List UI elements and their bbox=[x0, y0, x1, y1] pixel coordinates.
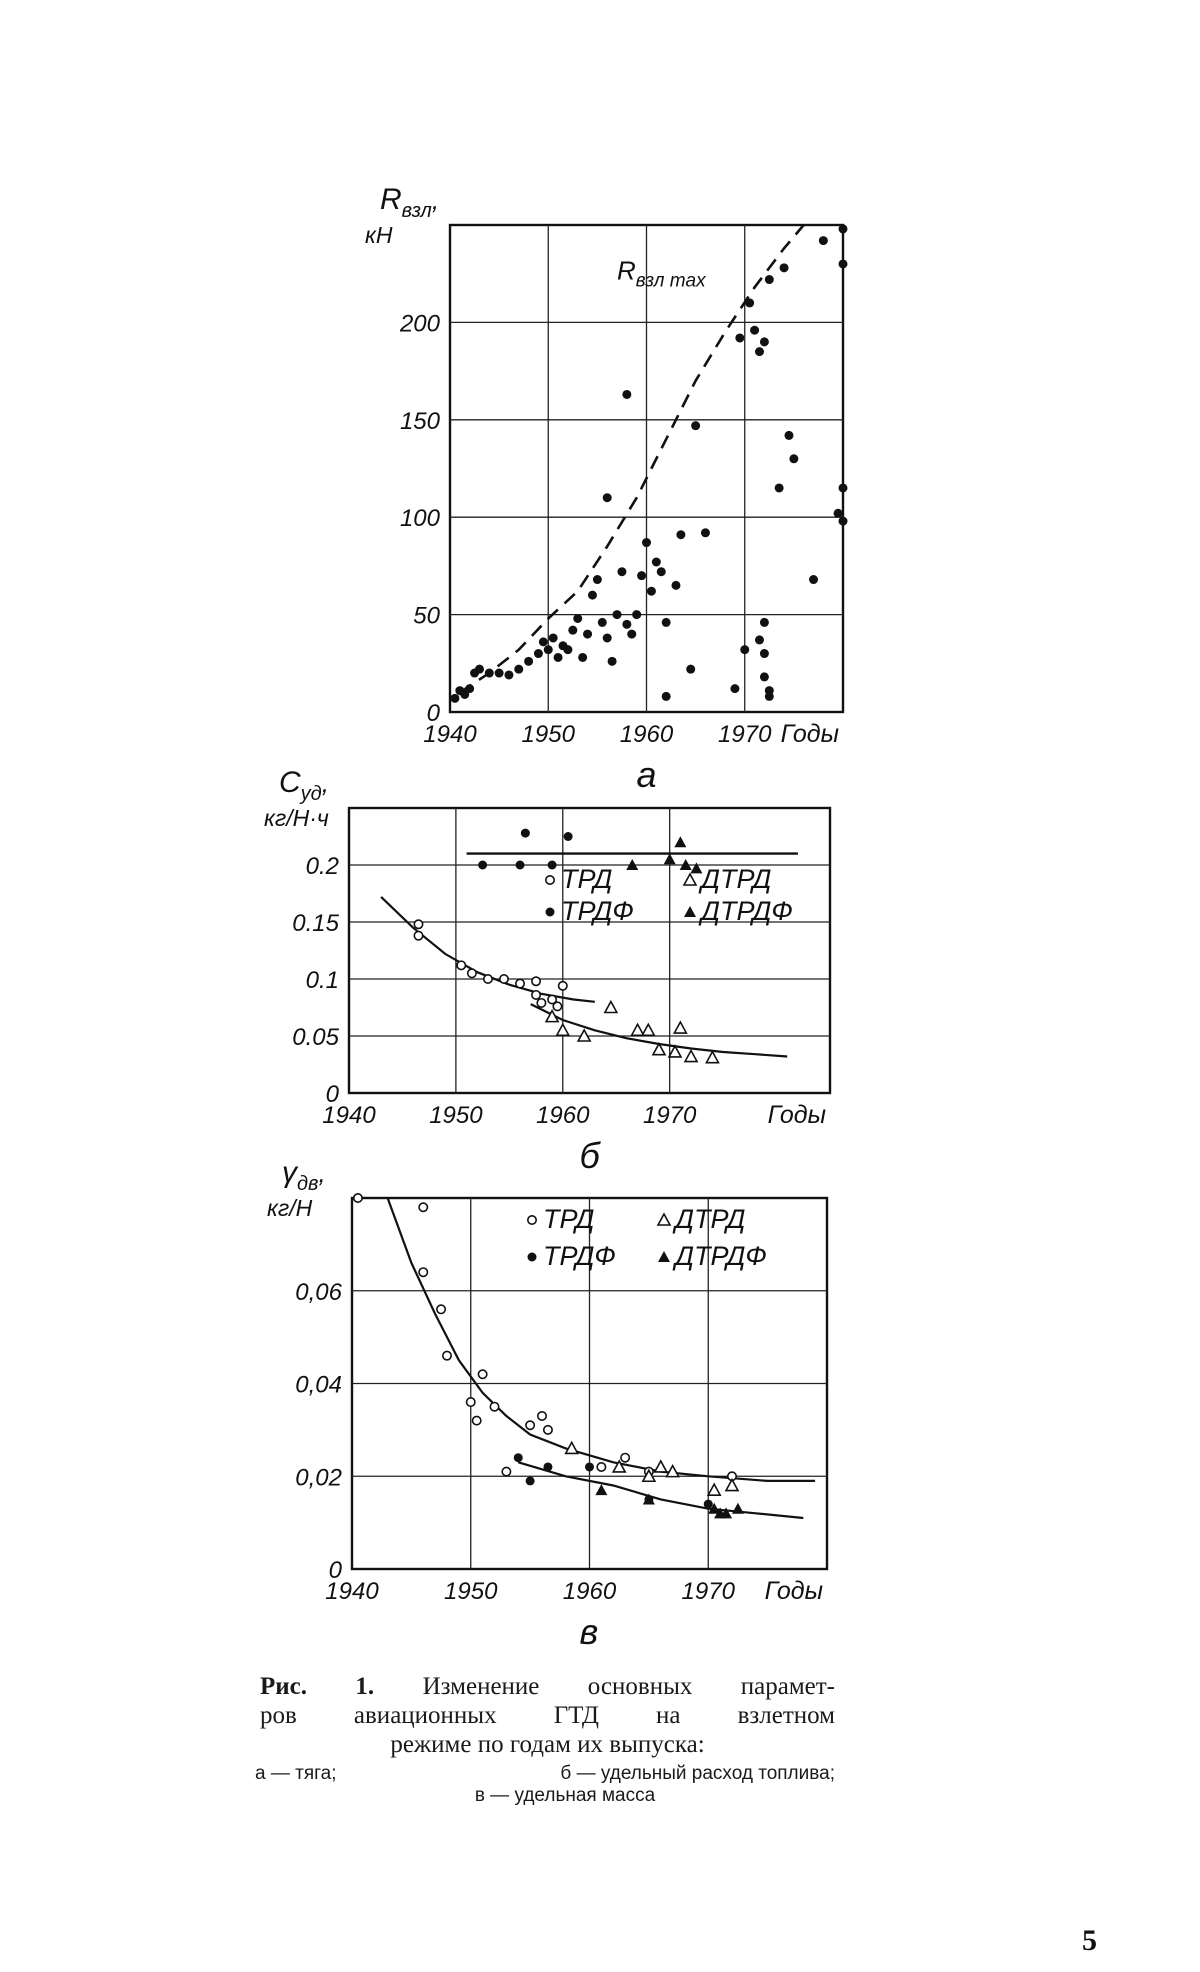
data-point-series-0 bbox=[621, 1454, 629, 1462]
y-tick-label: 0.15 bbox=[292, 910, 339, 937]
data-point bbox=[563, 645, 572, 654]
y-tick-label: 0,02 bbox=[295, 1464, 342, 1492]
data-point bbox=[834, 509, 843, 518]
data-point-series-0 bbox=[502, 1467, 510, 1475]
data-point bbox=[534, 649, 543, 658]
data-point-series-0 bbox=[516, 979, 524, 987]
data-point-series-0 bbox=[537, 999, 545, 1007]
data-point bbox=[524, 657, 533, 666]
data-point bbox=[765, 275, 774, 284]
y-tick-label: 0 bbox=[328, 1557, 342, 1584]
data-point bbox=[750, 326, 759, 335]
data-point-series-1 bbox=[674, 1022, 686, 1033]
y-axis-units: кг/Н·ч bbox=[264, 805, 329, 831]
caption-label: Рис. 1. bbox=[260, 1673, 375, 1700]
data-point bbox=[755, 347, 764, 356]
data-point bbox=[735, 333, 744, 342]
legend-marker-1 bbox=[658, 1214, 670, 1225]
legend-label-3: ДТРДФ bbox=[675, 1241, 767, 1271]
legend-marker-2 bbox=[546, 908, 555, 917]
x-tick-label: 1970 bbox=[681, 1578, 735, 1605]
data-point-series-1 bbox=[632, 1024, 644, 1035]
data-point-series-0 bbox=[544, 1426, 552, 1434]
legend-label-1: ДТРД bbox=[701, 864, 772, 894]
data-point bbox=[637, 571, 646, 580]
data-point-series-2 bbox=[478, 861, 487, 870]
data-point-series-0 bbox=[419, 1203, 427, 1211]
plot-frame bbox=[349, 808, 830, 1093]
legend-marker-1 bbox=[684, 874, 696, 885]
data-point bbox=[568, 626, 577, 635]
caption-text-1: Изменение основных парамет- bbox=[422, 1673, 836, 1700]
caption-line-1 bbox=[260, 1672, 835, 1701]
panel-letter: в bbox=[579, 1611, 599, 1652]
y-axis-subscript: дв bbox=[297, 1173, 319, 1195]
x-tick-label: 1960 bbox=[536, 1102, 590, 1129]
x-tick-label: 1940 bbox=[322, 1102, 376, 1129]
data-point-series-0 bbox=[559, 982, 567, 990]
x-tick-label: 1940 bbox=[423, 721, 477, 748]
data-point bbox=[809, 575, 818, 584]
data-point bbox=[839, 224, 848, 233]
y-axis-label bbox=[282, 1156, 326, 1195]
caption-line-3: режиме по годам их выпуска: bbox=[390, 1731, 705, 1758]
data-point bbox=[514, 665, 523, 674]
data-point-series-0 bbox=[532, 991, 540, 999]
y-axis-symbol: R bbox=[380, 183, 402, 216]
data-point-series-3 bbox=[732, 1503, 744, 1514]
data-point-series-1 bbox=[726, 1480, 738, 1491]
data-point bbox=[632, 610, 641, 619]
x-tick-label: 1950 bbox=[429, 1102, 483, 1129]
data-point bbox=[603, 633, 612, 642]
data-point bbox=[622, 620, 631, 629]
y-tick-label: 0.2 bbox=[305, 853, 339, 880]
data-point bbox=[549, 633, 558, 642]
data-point-series-0 bbox=[526, 1421, 534, 1429]
data-point bbox=[485, 669, 494, 678]
y-axis-symbol: γ bbox=[282, 1156, 297, 1189]
data-point bbox=[740, 645, 749, 654]
data-point-series-0 bbox=[443, 1351, 451, 1359]
data-point-series-1 bbox=[605, 1002, 617, 1013]
note-b: б — удельный расход топлива; bbox=[560, 1763, 835, 1784]
panel-letter: б bbox=[579, 1135, 600, 1176]
data-point bbox=[760, 672, 769, 681]
data-point-series-0 bbox=[414, 920, 422, 928]
data-point bbox=[755, 635, 764, 644]
data-point-series-1 bbox=[667, 1466, 679, 1477]
x-tick-label: 1950 bbox=[444, 1578, 498, 1605]
note-a: а — тяга; bbox=[255, 1763, 337, 1784]
data-point bbox=[465, 684, 474, 693]
data-point-series-1 bbox=[642, 1024, 654, 1035]
curve-label-symbol: R bbox=[617, 255, 636, 286]
data-point bbox=[588, 591, 597, 600]
data-point bbox=[647, 587, 656, 596]
data-point-series-3 bbox=[595, 1484, 607, 1495]
data-point-series-0 bbox=[478, 1370, 486, 1378]
x-axis-label: Годы bbox=[764, 1577, 823, 1605]
data-point-series-2 bbox=[564, 832, 573, 841]
y-tick-label: 0 bbox=[325, 1081, 339, 1108]
data-point-series-2 bbox=[704, 1500, 713, 1509]
data-point-series-1 bbox=[685, 1051, 697, 1062]
y-tick-label: 200 bbox=[399, 310, 440, 338]
data-point bbox=[775, 483, 784, 492]
data-point bbox=[608, 657, 617, 666]
data-point-series-0 bbox=[437, 1305, 445, 1313]
data-point bbox=[657, 567, 666, 576]
legend-marker-0 bbox=[546, 876, 554, 884]
legend-label-3: ДТРДФ bbox=[701, 896, 793, 926]
page-number: 5 bbox=[1082, 1924, 1097, 1957]
data-point bbox=[652, 558, 661, 567]
data-point bbox=[780, 263, 789, 272]
data-point bbox=[686, 665, 695, 674]
note-c: в — удельная масса bbox=[474, 1785, 656, 1806]
x-axis-label: Годы bbox=[780, 720, 839, 748]
curve-label bbox=[617, 256, 707, 292]
curve-max-thrust bbox=[460, 225, 804, 693]
y-axis-units: кг/Н bbox=[267, 1195, 313, 1221]
x-tick-label: 1970 bbox=[718, 721, 772, 748]
data-point-series-2 bbox=[543, 1462, 552, 1471]
data-point bbox=[554, 653, 563, 662]
y-tick-label: 100 bbox=[399, 505, 440, 533]
y-axis-comma: , bbox=[318, 1158, 326, 1188]
data-point-series-1 bbox=[708, 1484, 720, 1495]
data-point-series-2 bbox=[585, 1462, 594, 1471]
panel-letter: а bbox=[636, 754, 657, 795]
x-tick-label: 1940 bbox=[325, 1578, 379, 1605]
data-point-series-0 bbox=[532, 977, 540, 985]
data-point bbox=[544, 645, 553, 654]
y-axis-symbol: C bbox=[279, 766, 301, 799]
data-point-series-1 bbox=[706, 1052, 718, 1063]
data-point-series-0 bbox=[457, 961, 465, 969]
data-point bbox=[760, 618, 769, 627]
data-point-series-0 bbox=[414, 931, 422, 939]
data-point-series-1 bbox=[557, 1024, 569, 1035]
data-point bbox=[578, 653, 587, 662]
data-point-series-0 bbox=[490, 1402, 498, 1410]
data-point bbox=[504, 670, 513, 679]
caption-notes bbox=[255, 1763, 835, 1807]
legend-marker-0 bbox=[528, 1216, 536, 1224]
y-axis-comma: , bbox=[431, 185, 440, 215]
legend-marker-2 bbox=[528, 1253, 537, 1262]
data-point-series-2 bbox=[521, 829, 530, 838]
y-axis-label bbox=[380, 183, 439, 222]
data-point-series-0 bbox=[419, 1268, 427, 1276]
y-axis-units: кН bbox=[365, 222, 393, 248]
chart-panel-specific-fuel-consumption bbox=[264, 766, 830, 1176]
legend-label-1: ДТРД bbox=[675, 1204, 746, 1234]
legend-marker-3 bbox=[684, 906, 696, 917]
data-point bbox=[662, 692, 671, 701]
data-point bbox=[839, 483, 848, 492]
data-point bbox=[701, 528, 710, 537]
legend-label-0: ТРД bbox=[543, 1204, 595, 1234]
data-point bbox=[450, 694, 459, 703]
data-point-series-1 bbox=[655, 1461, 667, 1472]
data-point bbox=[642, 538, 651, 547]
data-point-series-3 bbox=[674, 836, 686, 847]
data-point bbox=[598, 618, 607, 627]
x-tick-label: 1960 bbox=[562, 1578, 617, 1605]
data-point-series-0 bbox=[538, 1412, 546, 1420]
data-point bbox=[671, 581, 680, 590]
data-point bbox=[593, 575, 602, 584]
figure-caption bbox=[260, 1672, 835, 1759]
data-point bbox=[730, 684, 739, 693]
y-axis-label bbox=[279, 766, 329, 805]
data-point-series-2 bbox=[548, 861, 557, 870]
data-point bbox=[691, 421, 700, 430]
data-point-series-0 bbox=[354, 1194, 362, 1202]
legend-label-2: ТРДФ bbox=[561, 896, 634, 926]
y-tick-label: 0.1 bbox=[305, 967, 339, 994]
x-tick-label: 1970 bbox=[642, 1102, 697, 1129]
data-point-series-0 bbox=[484, 975, 492, 983]
data-point-series-2 bbox=[516, 861, 525, 870]
data-point-series-0 bbox=[468, 969, 476, 977]
legend-marker-3 bbox=[658, 1251, 670, 1262]
x-tick-label: 1950 bbox=[521, 721, 575, 748]
data-point bbox=[839, 517, 848, 526]
data-point-series-0 bbox=[500, 975, 508, 983]
data-point bbox=[627, 630, 636, 639]
y-tick-label: 50 bbox=[413, 602, 440, 630]
data-point bbox=[583, 630, 592, 639]
curve-label-subscript: взл max bbox=[635, 270, 706, 292]
chart-panel-thrust bbox=[365, 183, 848, 795]
data-point bbox=[784, 431, 793, 440]
data-point-series-0 bbox=[472, 1416, 480, 1424]
y-tick-label: 0,06 bbox=[295, 1278, 342, 1306]
data-point bbox=[760, 337, 769, 346]
y-axis-subscript: взл bbox=[401, 200, 432, 222]
data-point bbox=[622, 390, 631, 399]
y-tick-label: 0.05 bbox=[292, 1024, 339, 1051]
data-point bbox=[765, 692, 774, 701]
legend-label-2: ТРДФ bbox=[543, 1241, 616, 1271]
data-point bbox=[745, 298, 754, 307]
y-axis-comma: , bbox=[321, 768, 329, 798]
data-point bbox=[539, 637, 548, 646]
data-point bbox=[662, 618, 671, 627]
data-point bbox=[495, 669, 504, 678]
data-point-series-3 bbox=[664, 853, 676, 864]
legend-label-0: ТРД bbox=[561, 864, 613, 894]
data-point bbox=[475, 665, 484, 674]
data-point-series-2 bbox=[526, 1476, 535, 1485]
data-point bbox=[613, 610, 622, 619]
y-axis-subscript: уд bbox=[300, 783, 322, 805]
data-point-series-2 bbox=[514, 1453, 523, 1462]
data-point bbox=[676, 530, 685, 539]
data-point bbox=[573, 614, 582, 623]
y-tick-label: 0,04 bbox=[295, 1371, 342, 1399]
x-tick-label: 1960 bbox=[619, 721, 674, 748]
data-point bbox=[819, 236, 828, 245]
y-tick-label: 0 bbox=[426, 700, 440, 727]
caption-line-2: ров авиационных ГТД на взлетном bbox=[260, 1702, 835, 1729]
data-point bbox=[839, 259, 848, 268]
data-point bbox=[760, 649, 769, 658]
chart-panel-specific-mass bbox=[267, 1156, 827, 1652]
data-point bbox=[617, 567, 626, 576]
data-point-series-0 bbox=[553, 1002, 561, 1010]
data-point bbox=[789, 454, 798, 463]
x-axis-label: Годы bbox=[767, 1101, 826, 1129]
data-point-series-0 bbox=[467, 1398, 475, 1406]
y-tick-label: 150 bbox=[399, 407, 440, 435]
data-point-series-0 bbox=[597, 1463, 605, 1471]
data-point bbox=[603, 493, 612, 502]
